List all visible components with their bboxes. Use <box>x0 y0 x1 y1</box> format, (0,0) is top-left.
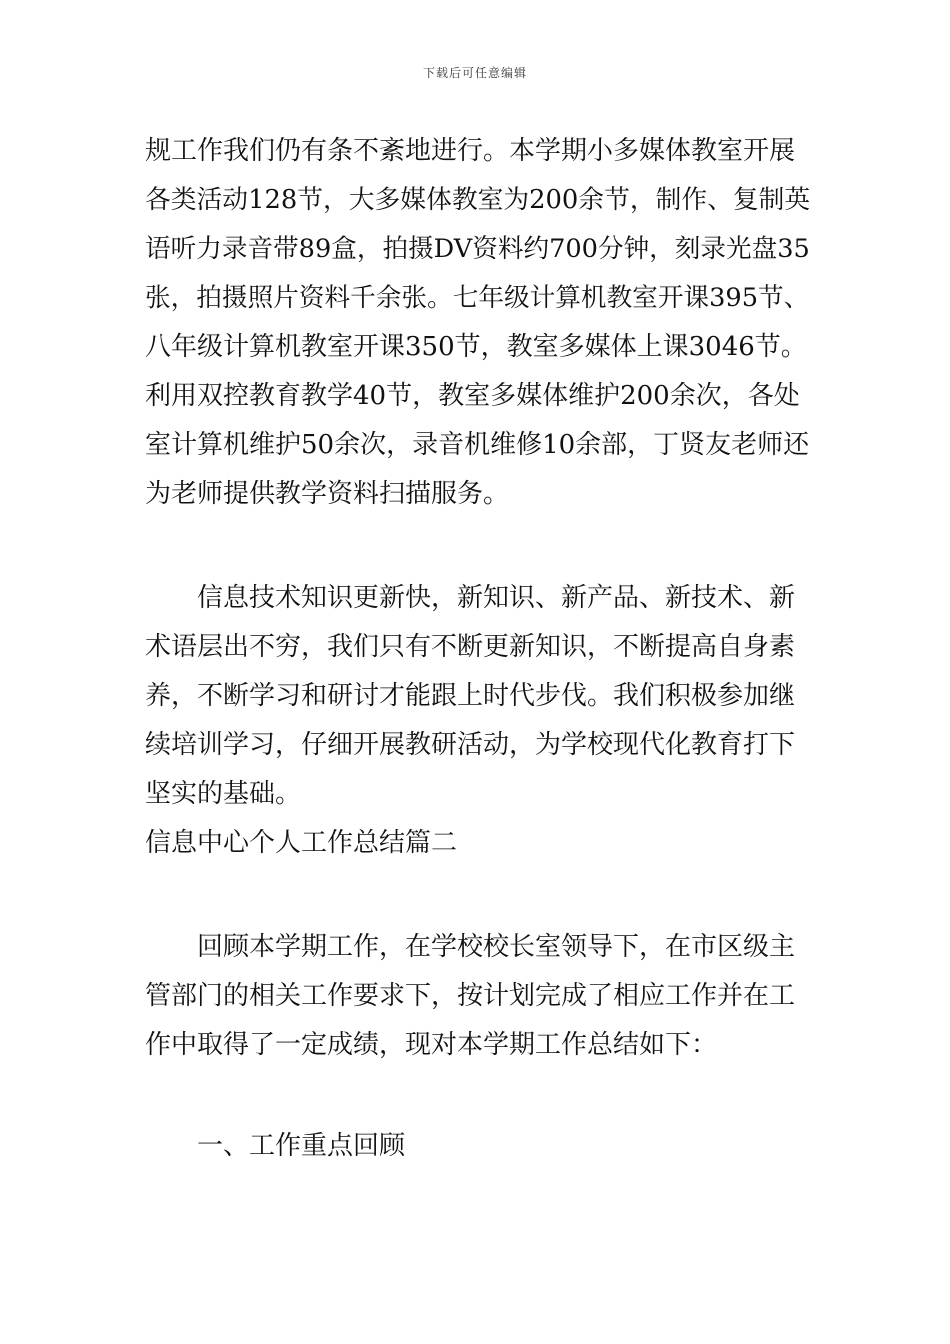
text-line: 管部门的相关工作要求下，按计划完成了相应工作并在工 <box>145 981 796 1011</box>
text-line: 信息技术知识更新快，新知识、新产品、新技术、新 <box>197 583 796 613</box>
text-line: 规工作我们仍有条不紊地进行。本学期小多媒体教室开展 <box>145 136 796 166</box>
text-line: 利用双控教育教学40节，教室多媒体维护200余次，各处 <box>145 381 800 411</box>
section-title: 信息中心个人工作总结篇二 <box>145 828 458 858</box>
text-line: 张，拍摄照片资料千余张。七年级计算机教室开课395节、 <box>145 283 810 313</box>
page-header: 下载后可任意编辑 <box>422 66 527 80</box>
text-line: 续培训学习，仔细开展教研活动，为学校现代化教育打下 <box>145 730 796 760</box>
text-line: 作中取得了一定成绩，现对本学期工作总结如下： <box>145 1030 718 1060</box>
text-line: 为老师提供教学资料扫描服务。 <box>145 479 510 509</box>
text-line: 坚实的基础。 <box>145 779 302 809</box>
text-line: 室计算机维护50余次，录音机维修10余部，丁贤友老师还 <box>145 430 810 460</box>
text-line: 养，不断学习和研讨才能跟上时代步伐。我们积极参加继 <box>145 681 796 711</box>
text-line: 各类活动128节，大多媒体教室为200余节，制作、复制英 <box>145 185 811 215</box>
subheading: 一、工作重点回顾 <box>197 1131 406 1161</box>
text-line: 语听力录音带89盒，拍摄DV资料约700分钟，刻录光盘35 <box>145 234 810 264</box>
text-line: 术语层出不穷，我们只有不断更新知识，不断提高自身素 <box>145 632 796 662</box>
text-line: 回顾本学期工作，在学校校长室领导下，在市区级主 <box>197 932 796 962</box>
text-line: 八年级计算机教室开课350节，教室多媒体上课3046节。 <box>145 332 807 362</box>
